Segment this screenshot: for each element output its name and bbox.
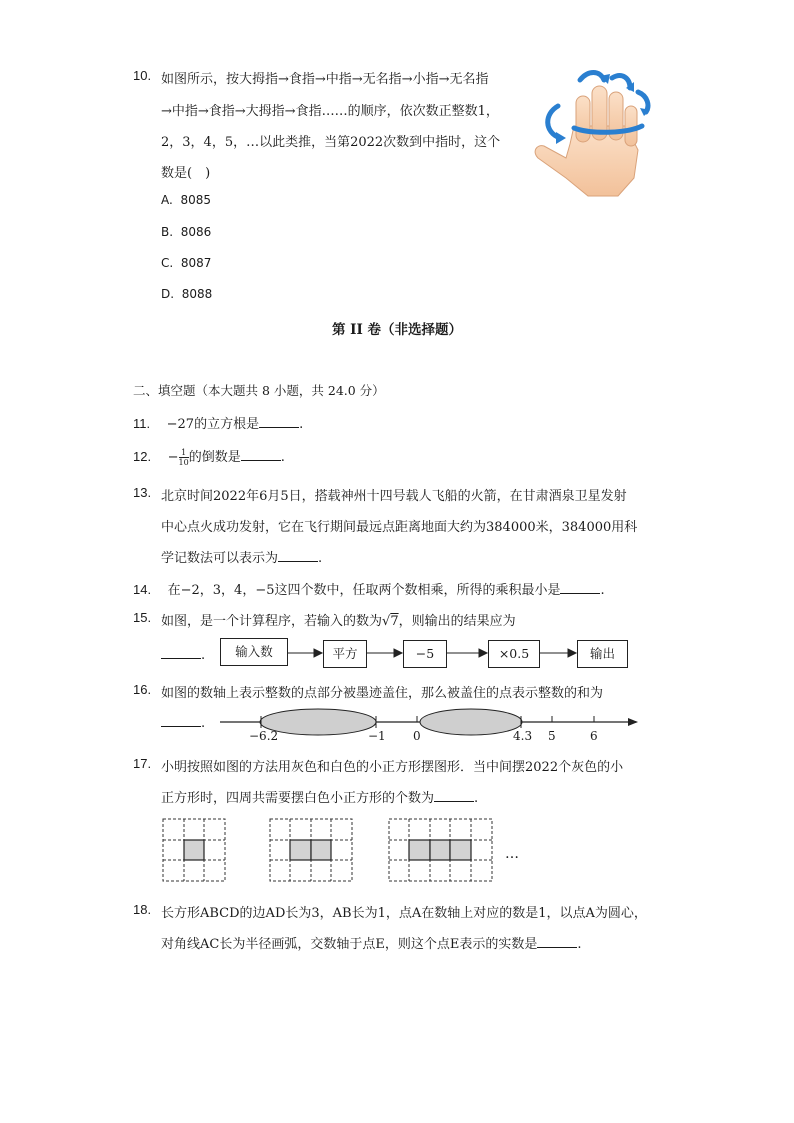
ink-blot-right: [420, 709, 522, 735]
option-letter: B.: [161, 225, 174, 239]
question-text: 的倒数是: [188, 450, 241, 465]
tick-label: 0: [413, 729, 421, 743]
option-text: 8086: [180, 225, 212, 239]
period: .: [600, 583, 605, 598]
flow-arrowhead: [479, 649, 487, 657]
section-header: 二、填空题（本大题共 8 小题，共 24.0 分）: [133, 383, 385, 398]
question-text: 数是( ): [161, 166, 211, 181]
flow-arrowhead: [314, 649, 322, 657]
question-text: −27的立方根是: [166, 417, 260, 432]
question-text: 学记数法可以表示为: [161, 551, 279, 566]
pattern-ellipsis: …: [505, 846, 519, 862]
fraction-numerator: 1: [179, 448, 189, 458]
sqrt-symbol: √: [382, 614, 391, 629]
question-text: 如图的数轴上表示整数的点部分被墨迹盖住，那么被盖住的点表示整数的和为: [161, 686, 604, 701]
option-text: 8087: [180, 256, 212, 270]
period: .: [318, 551, 323, 566]
flow-box-times-half: ×0.5: [488, 640, 540, 668]
question-text: →中指→食指→大拇指→食指……的顺序，依次数正整数1，: [161, 104, 499, 119]
option-text: 8085: [180, 193, 211, 207]
gray-square: [184, 840, 204, 860]
question-text: 2，3，4，5，…以此类推，当第2022次数到中指时，这个: [161, 135, 501, 150]
part-two-title: 第 II 卷（非选择题）: [331, 322, 463, 338]
flow-box-minus5: −5: [403, 640, 447, 668]
option-letter: A.: [161, 193, 173, 207]
gray-square: [311, 840, 331, 860]
question-text: 北京时间2022年6月5日，搭载神州十四号载人飞船的火箭，在甘肃酒泉卫星发射: [161, 489, 627, 504]
question-text: ，则输出的结果应为: [398, 614, 516, 629]
tick-label: 6: [590, 729, 598, 743]
question-text: 长方形ABCD的边AD长为3，AB长为1，点A在数轴上对应的数是1，以点A为圆心，: [161, 906, 647, 921]
period: .: [201, 648, 206, 663]
flow-box-input: 输入数: [220, 638, 288, 666]
question-text: 中心点火成功发射，它在飞行期间最远点距离地面大约为384000米，384000用科: [161, 520, 638, 535]
question-number: 15.: [133, 610, 152, 625]
period: .: [280, 450, 285, 465]
period: .: [474, 791, 479, 806]
gray-square: [290, 840, 311, 860]
question-number: 12.: [133, 449, 152, 464]
answer-line: [161, 714, 205, 731]
question-number: 16.: [133, 682, 152, 697]
gray-square: [430, 840, 450, 860]
question-text: 小明按照如图的方法用灰色和白色的小正方形摆图形．当中间摆2022个灰色的小: [161, 760, 624, 775]
question-text: 如图所示，按大拇指→食指→中指→无名指→小指→无名指: [161, 72, 489, 87]
question-text: 对角线AC长为半径画弧，交数轴于点E，则这个点E表示的实数是: [161, 937, 538, 952]
period: .: [577, 937, 582, 952]
tick-label: −6.2: [249, 729, 279, 743]
question-text: 正方形时，四周共需要摆白色小正方形的个数为: [161, 791, 435, 806]
question-number: 13.: [133, 485, 152, 500]
axis-arrowhead: [628, 718, 638, 726]
tick-label: −1: [368, 729, 386, 743]
fraction-denominator: 10: [178, 458, 189, 467]
flow-box-output: 输出: [577, 640, 628, 668]
option-letter: C.: [161, 256, 174, 270]
question-number: 11.: [133, 416, 151, 431]
question-text-final: [161, 933, 581, 952]
tile-pattern-figure: [160, 816, 500, 884]
tick-label: 4.3: [513, 729, 533, 743]
option-text: 8088: [181, 287, 213, 301]
answer-blank[interactable]: [161, 714, 201, 727]
question-number: 17.: [133, 756, 152, 771]
question-number: 18.: [133, 902, 152, 917]
minus-sign: −: [167, 450, 179, 465]
question-text: 在−2，3，4，−5这四个数中，任取两个数相乘，所得的乘积最小是: [167, 583, 561, 598]
period: .: [201, 716, 206, 731]
question-text: 如图，是一个计算程序，若输入的数为: [161, 614, 383, 629]
question-number: 14.: [133, 582, 152, 597]
question-number: 10.: [133, 68, 152, 83]
flow-arrowhead: [394, 649, 402, 657]
sqrt-radicand: 7: [390, 614, 399, 629]
answer-blank[interactable]: [537, 935, 577, 948]
flow-arrowhead: [568, 649, 576, 657]
answer-blank[interactable]: [434, 789, 474, 802]
tick-label: 5: [548, 729, 556, 743]
gray-square: [409, 840, 430, 860]
gray-square: [450, 840, 471, 860]
flow-box-square: 平方: [323, 640, 367, 668]
period: .: [299, 417, 304, 432]
question-text-final: [161, 787, 478, 806]
option-letter: D.: [161, 287, 175, 301]
